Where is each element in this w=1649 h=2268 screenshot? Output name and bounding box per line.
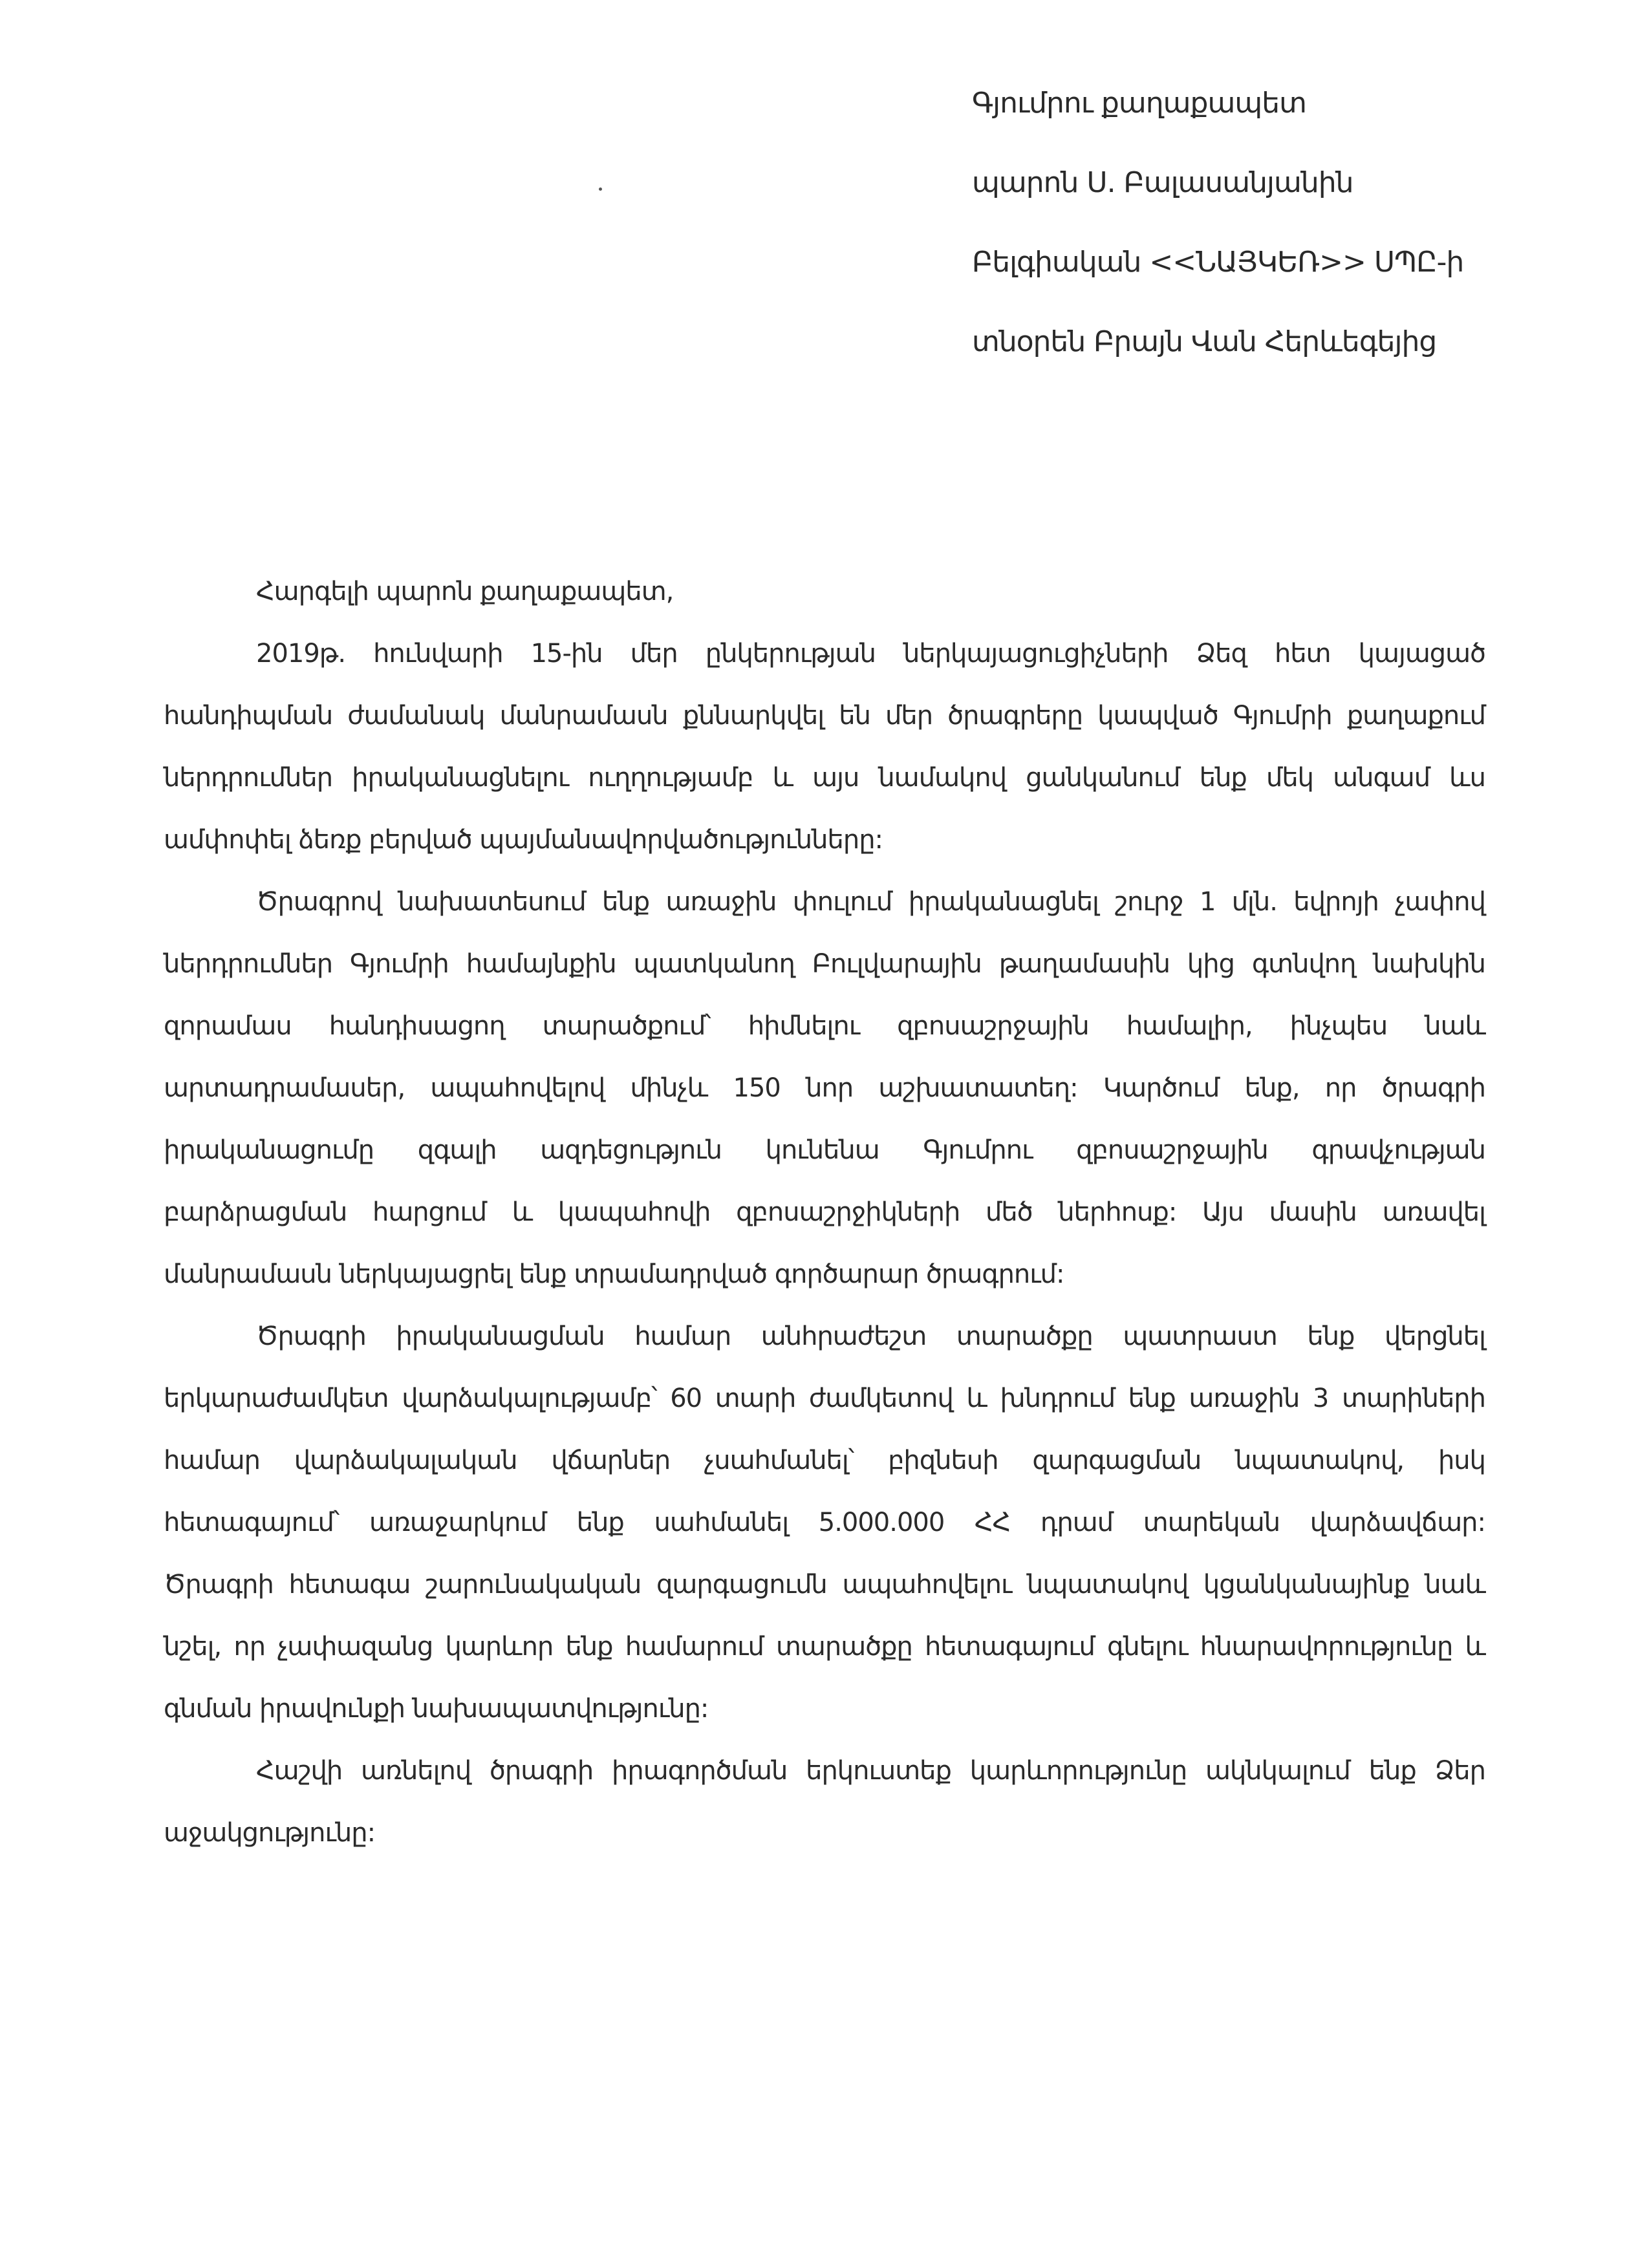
paragraph-3-line: Ծրագրի իրականացման համար անհրաժեշտ տարածքը պատրաստ ենք վերցնել	[256, 1321, 1485, 1351]
salutation: Հարգելի պարոն քաղաքապետ,	[256, 577, 674, 606]
letter-body	[164, 572, 1485, 1876]
paragraph-1-line: ներդրումներ իրականացնելու ուղղությամբ և այս նամակով ցանկանում ենք մեկ անգամ ևս	[164, 763, 1485, 793]
recipient-line: Գյումրու քաղաքապետ	[972, 87, 1306, 120]
paragraph-4-line: Հաշվի առնելով ծրագրի իրագործման երկուստեք կարևորությունը ակնկալում ենք Ձեր	[256, 1756, 1485, 1786]
paragraph-2-line: Ծրագրով նախատեսում ենք առաջին փուլում իրականացնել շուրջ 1 մլն. եվրոյի չափով	[256, 887, 1485, 917]
paragraph-3-line: համար վարձակալական վճարներ չսահմանել՝ բիզնեսի զարգացման նպատակով, իսկ	[164, 1446, 1485, 1475]
paragraph-3-line: նշել, որ չափազանց կարևոր ենք համարում տարածքը հետագայում գնելու հնարավորությունը և	[164, 1632, 1485, 1662]
paragraph-2-line: մանրամասն ներկայացրել ենք տրամադրված գործարար ծրագրում:	[164, 1259, 1064, 1289]
scan-speck	[599, 187, 602, 191]
paragraph-2-line: արտադրամասեր, ապահովելով մինչև 150 նոր աշխատատեղ: Կարծում ենք, որ ծրագրի	[164, 1073, 1485, 1103]
paragraph-4-line: աջակցությունը:	[164, 1818, 376, 1848]
recipient-line: Բելգիական <<ՆԱՅԿԵՌ>> ՍՊԸ-ի	[972, 246, 1464, 279]
paragraph-1-line: 2019թ. հունվարի 15-ին մեր ընկերության ներկայացուցիչների Ձեզ հետ կայացած	[256, 639, 1485, 669]
paragraph-2-line: զորամաս հանդիսացող տարածքում՝ հիմնելու զբոսաշրջային համալիր, ինչպես նաև	[164, 1011, 1485, 1041]
paragraph-2-line: իրականացումը զգալի ազդեցություն կունենա Գյումրու զբոսաշրջային գրավչության	[164, 1135, 1485, 1165]
paragraph-1-line: հանդիպման ժամանակ մանրամասն քննարկվել են մեր ծրագրերը կապված Գյումրի քաղաքում	[164, 701, 1485, 731]
paragraph-2-line: ներդրումներ Գյումրի համայնքին պատկանող Բուլվարային թաղամասին կից գտնվող նախկին	[164, 949, 1485, 979]
paragraph-3-line: Ծրագրի հետագա շարունակական զարգացումն ապահովելու նպատակով կցանկանայինք նաև	[164, 1570, 1485, 1599]
sender-line: տնօրեն Բրայն Վան Հերևեգեյից	[972, 325, 1437, 358]
recipient-block	[972, 84, 1463, 402]
paragraph-2-line: բարձրացման հարցում և կապահովի զբոսաշրջիկների մեծ ներհոսք: Այս մասին առավել	[164, 1197, 1485, 1227]
paragraph-3-line: հետագայում՝ առաջարկում ենք սահմանել 5.000.000 ՀՀ դրամ տարեկան վարձավճար:	[164, 1508, 1485, 1537]
paragraph-3-line: գնման իրավունքի նախապատվությունը:	[164, 1694, 709, 1724]
recipient-line: պարոն Ս. Բալասանյանին	[972, 166, 1353, 199]
paragraph-1-line: ամփոփել ձեռք բերված պայմանավորվածությունները:	[164, 825, 883, 855]
paragraph-3-line: երկարաժամկետ վարձակալությամբ՝ 60 տարի ժամկետով և խնդրում ենք առաջին 3 տարիների	[164, 1384, 1485, 1413]
